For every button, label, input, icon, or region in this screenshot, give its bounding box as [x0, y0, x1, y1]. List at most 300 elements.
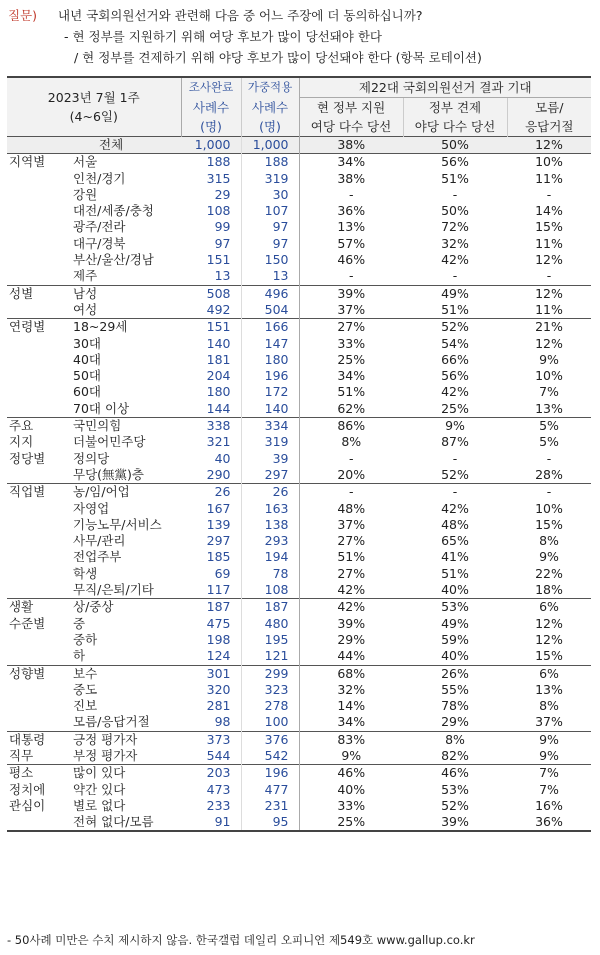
pct-dontknow: 11%	[535, 170, 563, 186]
sample-raw: 13	[181, 268, 241, 285]
group-label	[7, 401, 69, 418]
sample-weighted: 293	[241, 533, 299, 549]
group-label: 성향별	[7, 665, 69, 682]
pct-support: 9%	[341, 747, 362, 763]
table-row	[7, 336, 591, 352]
group-label: 수준별	[9, 615, 46, 631]
header-group-title: 제22대 국회의원선거 결과 기대	[299, 77, 591, 98]
pct-check: 53%	[441, 781, 469, 797]
pct-check: 51%	[441, 301, 469, 317]
group-label: 관심이	[9, 797, 46, 813]
pct-dontknow: 9%	[507, 731, 591, 748]
group-label	[7, 302, 69, 319]
sample-weighted: 231	[241, 798, 299, 814]
row-label: 상/중상	[69, 599, 181, 616]
row-label: 무당(無黨)층	[73, 466, 144, 482]
sample-raw: 139	[181, 517, 241, 533]
sample-weighted: 100	[241, 714, 299, 731]
pct-support: 68%	[299, 665, 403, 682]
sample-raw: 108	[181, 203, 241, 219]
pct-dontknow: 7%	[507, 765, 591, 782]
pct-dontknow: 5%	[539, 434, 559, 450]
sample-raw: 544	[181, 748, 241, 765]
table-row	[7, 484, 591, 501]
header-weighted: 가중적용	[241, 77, 299, 98]
sample-weighted: 166	[241, 319, 299, 336]
group-label	[7, 698, 69, 714]
table-row	[7, 698, 591, 714]
pct-check: 40%	[441, 582, 469, 598]
row-label: 사무/관리	[73, 533, 126, 549]
sample-raw: 321	[181, 434, 241, 450]
table-row	[7, 501, 591, 517]
sample-weighted: 107	[241, 203, 299, 219]
pct-dontknow: -	[546, 186, 552, 202]
pct-dontknow: 9%	[539, 549, 559, 565]
sample-weighted: 147	[241, 336, 299, 352]
pct-support: 32%	[337, 681, 366, 697]
sample-weighted: 480	[241, 616, 299, 632]
group-label	[7, 384, 69, 400]
group-label	[7, 549, 69, 565]
sample-weighted: 297	[241, 467, 299, 484]
pct-support: 13%	[337, 219, 366, 235]
pct-check: 42%	[441, 384, 469, 400]
row-label: 보수	[69, 665, 181, 682]
pct-check: 49%	[403, 285, 507, 302]
group-label	[7, 252, 69, 268]
pct-dontknow: 10%	[535, 500, 563, 516]
sample-weighted: 26	[241, 484, 299, 501]
pct-dontknow: 12%	[535, 335, 563, 351]
pct-dontknow: 37%	[535, 714, 563, 730]
pct-check: 51%	[441, 170, 469, 186]
table-row	[7, 368, 591, 384]
sample-raw: 198	[181, 632, 241, 648]
pct-dontknow: 12%	[535, 615, 563, 631]
row-label: 긍정 평가자	[69, 731, 181, 748]
table-row	[7, 352, 591, 368]
table-row	[7, 434, 591, 450]
group-label	[7, 336, 69, 352]
table-row	[7, 632, 591, 648]
question-option-1: - 현 정부를 지원하기 위해 여당 후보가 많이 당선돼야 한다	[64, 29, 382, 44]
pct-check: -	[452, 450, 458, 466]
group-label: 지지	[9, 434, 34, 450]
sample-raw: 97	[181, 236, 241, 252]
pct-support: 86%	[299, 418, 403, 435]
row-label: 중	[73, 615, 86, 631]
header-col2b: 야당 다수 당선	[403, 117, 507, 137]
pct-support: 14%	[337, 698, 366, 714]
sample-raw: 26	[181, 484, 241, 501]
sample-weighted: 78	[241, 566, 299, 582]
footer-note: - 50사례 미만은 수치 제시하지 않음. 한국갤럽 데일리 오피니언 제549호 www.gallup.co.kr	[7, 933, 475, 947]
sample-weighted: 108	[241, 582, 299, 599]
pct-dontknow: 8%	[539, 698, 559, 714]
pct-support: 44%	[337, 648, 366, 664]
table-row	[7, 268, 591, 285]
group-label	[7, 632, 69, 648]
pct-dontknow: 11%	[535, 301, 563, 317]
table-row	[7, 665, 591, 682]
table-row	[7, 798, 591, 814]
pct-check: 56%	[441, 368, 469, 384]
sample-weighted: 188	[241, 154, 299, 171]
group-label: 정치에	[9, 781, 46, 797]
pct-support: 42%	[299, 599, 403, 616]
header-unit-2: (명)	[241, 117, 299, 137]
row-label: 정의당	[73, 450, 110, 466]
pct-check: 42%	[441, 252, 469, 268]
table-row	[7, 418, 591, 435]
table-row	[7, 616, 591, 632]
pct-check: 82%	[441, 747, 469, 763]
pct-support: 46%	[299, 765, 403, 782]
pct-support: 25%	[337, 814, 366, 830]
pct-support: 38%	[299, 137, 403, 154]
sample-weighted: 121	[241, 648, 299, 665]
sample-weighted: 172	[241, 384, 299, 400]
sample-raw: 181	[181, 352, 241, 368]
row-label: 농/임/어업	[69, 484, 181, 501]
pct-support: 34%	[337, 714, 366, 730]
group-label: 직무	[9, 747, 34, 763]
header-sample-1: 사례수	[181, 98, 241, 118]
results-table	[7, 76, 591, 834]
header-col2a: 정부 견제	[403, 98, 507, 118]
pct-support: 29%	[337, 631, 366, 647]
group-label	[7, 352, 69, 368]
sample-raw: 290	[181, 467, 241, 484]
pct-support: 57%	[337, 235, 366, 251]
row-label: 전혀 없다/모름	[73, 814, 154, 830]
pct-dontknow: 12%	[535, 252, 563, 268]
pct-support: 48%	[337, 500, 366, 516]
pct-support: 39%	[299, 285, 403, 302]
pct-dontknow: 11%	[535, 235, 563, 251]
row-label: 모름/응답거절	[73, 714, 150, 730]
row-label: 제주	[73, 268, 98, 284]
pct-check: 50%	[441, 203, 469, 219]
group-label	[7, 171, 69, 187]
pct-check: 8%	[403, 731, 507, 748]
pct-dontknow: 18%	[535, 582, 563, 598]
table-row	[7, 252, 591, 268]
group-label	[7, 219, 69, 235]
sample-raw: 475	[181, 616, 241, 632]
table-row	[7, 731, 591, 748]
group-label	[7, 714, 69, 731]
pct-dontknow: -	[546, 450, 552, 466]
row-label: 70대 이상	[73, 400, 130, 416]
group-label: 대통령	[7, 731, 69, 748]
pct-check: 25%	[441, 400, 469, 416]
sample-weighted: 95	[241, 814, 299, 831]
table-row	[7, 187, 591, 203]
pct-dontknow: 6%	[507, 599, 591, 616]
sample-weighted: 180	[241, 352, 299, 368]
question-option-2: / 현 정부를 견제하기 위해 야당 후보가 많이 당선돼야 한다 (항목 로테이션)	[74, 50, 482, 65]
sample-raw: 98	[181, 714, 241, 731]
sample-raw: 140	[181, 336, 241, 352]
pct-support: -	[348, 268, 354, 284]
table-row	[7, 451, 591, 467]
sample-raw: 233	[181, 798, 241, 814]
header-col1a: 현 정부 지원	[299, 98, 403, 118]
sample-weighted: 278	[241, 698, 299, 714]
pct-dontknow: 13%	[535, 681, 563, 697]
table-row	[7, 236, 591, 252]
pct-check: 87%	[441, 434, 469, 450]
table-row	[7, 302, 591, 319]
sample-raw: 492	[181, 302, 241, 319]
pct-dontknow: 22%	[535, 565, 563, 581]
pct-dontknow: 12%	[535, 631, 563, 647]
row-label: 인천/경기	[73, 170, 126, 186]
row-label: 자영업	[73, 500, 110, 516]
table-row	[7, 748, 591, 765]
sample-raw: 117	[181, 582, 241, 599]
question-block	[8, 5, 598, 68]
sample-weighted: 13	[241, 268, 299, 285]
row-label: 광주/전라	[73, 219, 126, 235]
row-label: 약간 있다	[73, 781, 126, 797]
sample-raw: 151	[181, 252, 241, 268]
pct-dontknow: 10%	[507, 154, 591, 171]
pct-dontknow: 15%	[535, 516, 563, 532]
pct-check: 52%	[403, 319, 507, 336]
pct-check: 48%	[441, 516, 469, 532]
sample-raw: 188	[181, 154, 241, 171]
group-label	[7, 268, 69, 285]
group-label: 직업별	[7, 484, 69, 501]
sample-raw: 301	[181, 665, 241, 682]
row-label: 별로 없다	[73, 797, 126, 813]
pct-support: 36%	[337, 203, 366, 219]
group-label	[7, 517, 69, 533]
sample-weighted: 194	[241, 549, 299, 565]
pct-support: 33%	[337, 797, 366, 813]
sample-raw: 69	[181, 566, 241, 582]
row-label: 18~29세	[69, 319, 181, 336]
row-label: 기능노무/서비스	[73, 516, 162, 532]
pct-dontknow: -	[507, 484, 591, 501]
table-row	[7, 549, 591, 565]
sample-raw: 91	[181, 814, 241, 831]
table-row	[7, 648, 591, 665]
sample-raw: 185	[181, 549, 241, 565]
sample-weighted: 334	[241, 418, 299, 435]
question-label: 질문)	[8, 8, 38, 23]
table-row	[7, 171, 591, 187]
row-label: 중하	[73, 631, 98, 647]
pct-dontknow: 21%	[507, 319, 591, 336]
row-label: 여성	[73, 301, 98, 317]
pct-support: 8%	[341, 434, 362, 450]
pct-dontknow: 9%	[539, 351, 559, 367]
row-label: 국민의힘	[69, 418, 181, 435]
pct-support: 27%	[337, 533, 366, 549]
sample-weighted: 376	[241, 731, 299, 748]
sample-raw: 167	[181, 501, 241, 517]
table-row	[7, 814, 591, 831]
group-label: 정당별	[9, 450, 46, 466]
pct-check: 72%	[441, 219, 469, 235]
pct-dontknow: 15%	[535, 648, 563, 664]
pct-support: 27%	[299, 319, 403, 336]
pct-dontknow: 12%	[507, 137, 591, 154]
sample-raw: 203	[181, 765, 241, 782]
row-label: 부정 평가자	[73, 747, 138, 763]
table-row	[7, 566, 591, 582]
sample-raw: 281	[181, 698, 241, 714]
sample-weighted: 323	[241, 682, 299, 698]
group-label	[7, 137, 69, 154]
pct-support: 38%	[337, 170, 366, 186]
pct-dontknow: 6%	[507, 665, 591, 682]
pct-check: 39%	[441, 814, 469, 830]
pct-check: 51%	[441, 565, 469, 581]
group-label: 연령별	[7, 319, 69, 336]
pct-check: -	[403, 484, 507, 501]
question-text: 내년 국회의원선거와 관련해 다음 중 어느 주장에 더 동의하십니까?	[58, 8, 423, 23]
group-label: 성별	[7, 285, 69, 302]
pct-check: 50%	[403, 137, 507, 154]
sample-weighted: 97	[241, 219, 299, 235]
table-row	[7, 782, 591, 798]
table-row	[7, 714, 591, 731]
table-row	[7, 154, 591, 171]
sample-weighted: 138	[241, 517, 299, 533]
sample-raw: 151	[181, 319, 241, 336]
sample-weighted: 150	[241, 252, 299, 268]
pct-support: 40%	[337, 781, 366, 797]
sample-raw: 315	[181, 171, 241, 187]
table-row	[7, 285, 591, 302]
pct-check: 40%	[441, 648, 469, 664]
table-row	[7, 582, 591, 599]
pct-check: 41%	[441, 549, 469, 565]
group-label	[7, 533, 69, 549]
pct-support: 83%	[299, 731, 403, 748]
sample-raw: 180	[181, 384, 241, 400]
pct-dontknow: 7%	[539, 781, 559, 797]
pct-dontknow: 12%	[507, 285, 591, 302]
group-label	[7, 236, 69, 252]
table-row	[7, 599, 591, 616]
header-sample-2: 사례수	[241, 98, 299, 118]
group-label	[7, 368, 69, 384]
row-label: 30대	[73, 335, 101, 351]
sample-raw: 473	[181, 782, 241, 798]
pct-check: 52%	[441, 466, 469, 482]
pct-support: 37%	[337, 516, 366, 532]
header-col3b: 응답거절	[507, 117, 591, 137]
pct-dontknow: 15%	[535, 219, 563, 235]
sample-weighted: 163	[241, 501, 299, 517]
group-label: 지역별	[7, 154, 69, 171]
pct-check: 26%	[403, 665, 507, 682]
row-label: 40대	[73, 351, 101, 367]
table-row	[7, 219, 591, 235]
pct-check: -	[452, 268, 458, 284]
sample-raw: 144	[181, 401, 241, 418]
pct-check: 55%	[441, 681, 469, 697]
row-label: 50대	[73, 368, 101, 384]
sample-raw: 29	[181, 187, 241, 203]
pct-check: 66%	[441, 351, 469, 367]
table-row	[7, 203, 591, 219]
sample-weighted: 196	[241, 368, 299, 384]
row-label: 학생	[73, 565, 98, 581]
pct-support: -	[348, 450, 354, 466]
group-label	[7, 187, 69, 203]
table-row	[7, 401, 591, 418]
pct-support: 46%	[337, 252, 366, 268]
pct-support: -	[299, 484, 403, 501]
group-label	[7, 582, 69, 599]
sample-raw: 99	[181, 219, 241, 235]
sample-weighted: 299	[241, 665, 299, 682]
pct-dontknow: -	[546, 268, 552, 284]
group-label: 주요	[7, 418, 69, 435]
pct-check: 56%	[403, 154, 507, 171]
group-label	[7, 814, 69, 831]
sample-weighted: 319	[241, 434, 299, 450]
pct-support: 62%	[337, 400, 366, 416]
pct-support: 34%	[337, 368, 366, 384]
group-label	[7, 501, 69, 517]
pct-dontknow: 8%	[539, 533, 559, 549]
pct-support: 34%	[299, 154, 403, 171]
pct-check: 54%	[441, 335, 469, 351]
row-label: 전체	[69, 137, 181, 154]
pct-check: 42%	[441, 500, 469, 516]
pct-support: 37%	[337, 301, 366, 317]
sample-weighted: 504	[241, 302, 299, 319]
row-label: 남성	[69, 285, 181, 302]
pct-check: 29%	[441, 714, 469, 730]
pct-dontknow: 14%	[535, 203, 563, 219]
sample-raw: 508	[181, 285, 241, 302]
sample-weighted: 195	[241, 632, 299, 648]
pct-support: 25%	[337, 351, 366, 367]
table-row	[7, 384, 591, 400]
sample-raw: 124	[181, 648, 241, 665]
header-col1b: 여당 다수 당선	[299, 117, 403, 137]
header-col3a: 모름/	[507, 98, 591, 118]
row-label: 전업주부	[73, 549, 122, 565]
sample-weighted: 542	[241, 748, 299, 765]
sample-weighted: 39	[241, 451, 299, 467]
sample-weighted: 140	[241, 401, 299, 418]
sample-raw: 320	[181, 682, 241, 698]
group-label: 평소	[7, 765, 69, 782]
pct-support: -	[348, 186, 354, 202]
table-row	[7, 467, 591, 484]
pct-dontknow: 36%	[535, 814, 563, 830]
group-label	[7, 566, 69, 582]
sample-weighted: 30	[241, 187, 299, 203]
sample-raw: 373	[181, 731, 241, 748]
row-label: 부산/울산/경남	[73, 252, 154, 268]
pct-support: 42%	[337, 582, 366, 598]
pct-check: 65%	[441, 533, 469, 549]
pct-check: 78%	[441, 698, 469, 714]
group-label	[7, 648, 69, 665]
pct-dontknow: 13%	[535, 400, 563, 416]
